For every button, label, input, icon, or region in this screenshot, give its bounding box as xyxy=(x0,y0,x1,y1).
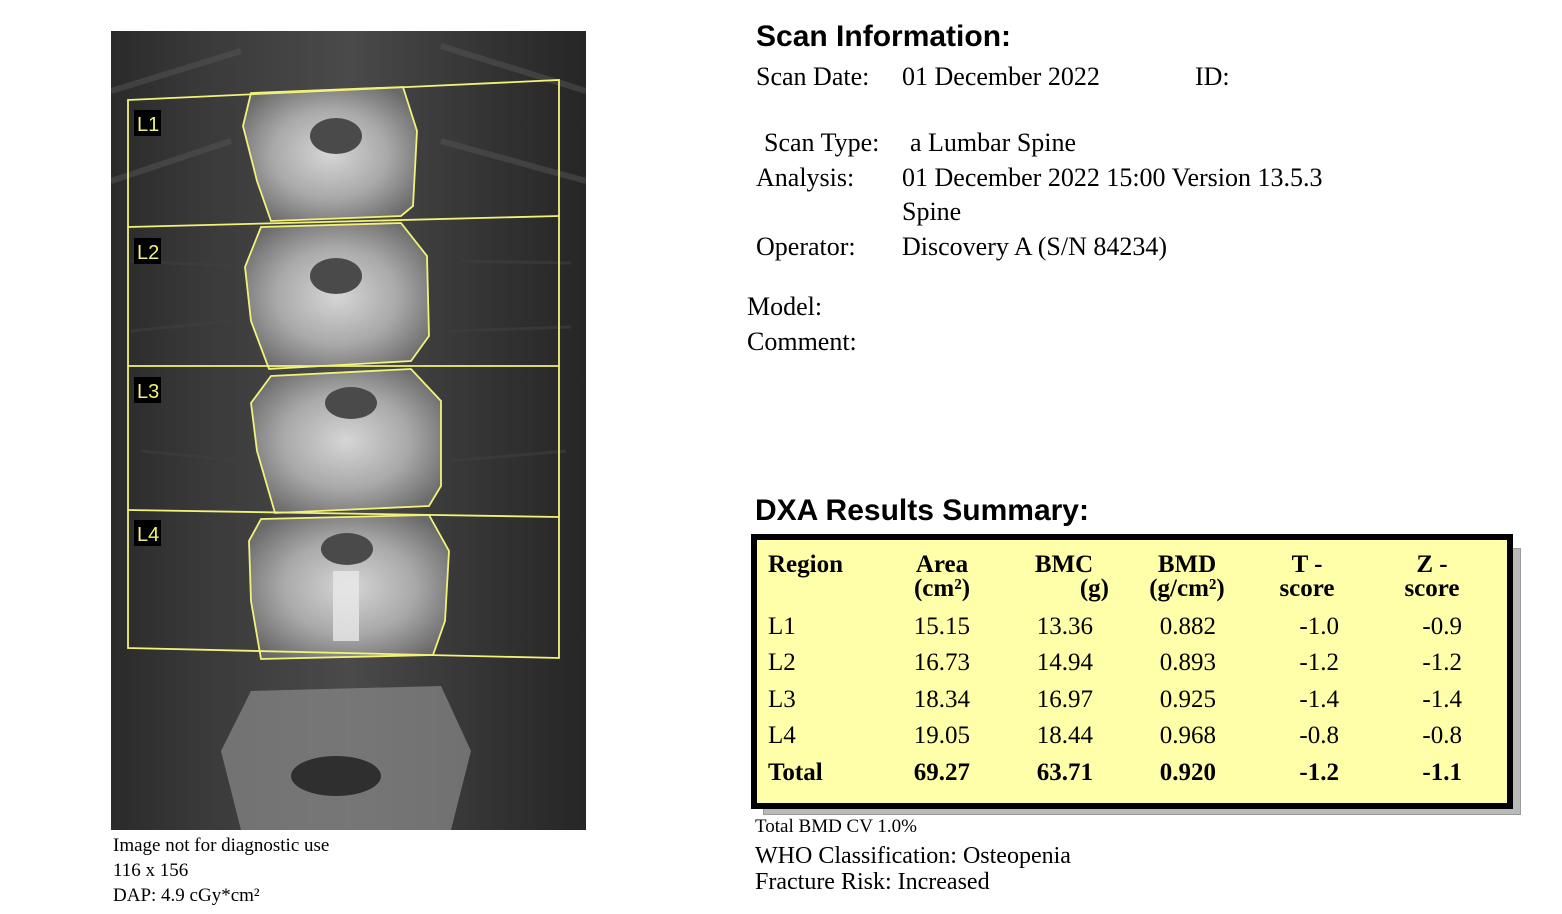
table-row-l3-bmd: 0.925 xyxy=(1159,686,1216,713)
table-row-l2-bmc: 14.94 xyxy=(1036,649,1093,676)
table-row-l3-area: 18.34 xyxy=(913,686,970,713)
header-bmd xyxy=(1127,553,1247,601)
header-t-score xyxy=(1262,553,1352,601)
header-bmd-line1: BMD xyxy=(1157,551,1217,578)
table-row-total-region: Total xyxy=(768,759,823,786)
table-row-total-t: -1.2 xyxy=(1299,759,1339,786)
caption-dimensions: 116 x 156 xyxy=(113,860,189,881)
table-row-l1-z: -0.9 xyxy=(1422,613,1462,640)
table-row-l3-region: L3 xyxy=(768,686,796,713)
header-area xyxy=(897,553,987,601)
header-z-score xyxy=(1387,553,1477,601)
scan-type-value: a Lumbar Spine xyxy=(910,128,1077,157)
table-row-l2-z: -1.2 xyxy=(1422,649,1462,676)
table-row-l3-t: -1.4 xyxy=(1299,686,1339,713)
header-t-line1: T - xyxy=(1291,551,1323,578)
table-row-total-bmc: 63.71 xyxy=(1036,759,1093,786)
label-l1: L1 xyxy=(137,114,160,136)
analysis-value-line2: Spine xyxy=(902,197,962,226)
table-row-l4-area: 19.05 xyxy=(913,722,970,749)
table-row-total-z: -1.1 xyxy=(1422,759,1462,786)
caption-diagnostic: Image not for diagnostic use xyxy=(113,835,330,856)
caption-dap: DAP: 4.9 cGy*cm² xyxy=(113,885,260,906)
dxa-spine-image xyxy=(111,31,586,830)
scan-info-heading: Scan Information: xyxy=(756,20,1012,53)
fracture-risk: Fracture Risk: Increased xyxy=(755,869,990,895)
label-l3: L3 xyxy=(137,381,160,403)
table-row-l2-t: -1.2 xyxy=(1299,649,1339,676)
table-row-total-bmd: 0.920 xyxy=(1159,759,1216,786)
results-heading: DXA Results Summary: xyxy=(755,494,1089,527)
header-bmc xyxy=(1019,553,1109,601)
table-row-l1-area: 15.15 xyxy=(913,613,970,640)
label-l2: L2 xyxy=(137,242,160,264)
header-z-line2: score xyxy=(1404,575,1460,602)
table-row-l1-bmc: 13.36 xyxy=(1036,613,1093,640)
header-bmd-line2: (g/cm²) xyxy=(1149,575,1225,602)
table-row-l4-t: -0.8 xyxy=(1299,722,1339,749)
header-z-line1: Z - xyxy=(1416,551,1448,578)
table-row-total-area: 69.27 xyxy=(913,759,970,786)
header-area-line1: Area xyxy=(915,551,969,578)
label-l4: L4 xyxy=(137,524,160,546)
image-captions xyxy=(113,833,329,908)
table-row-l2-area: 16.73 xyxy=(913,649,970,676)
header-bmc-line2: (g) xyxy=(1079,575,1109,602)
table-row-l4-bmd: 0.968 xyxy=(1159,722,1216,749)
results-table xyxy=(751,534,1513,809)
operator-value: Discovery A (S/N 84234) xyxy=(902,232,1168,261)
table-row-l3-bmc: 16.97 xyxy=(1036,686,1093,713)
table-row-l1-region: L1 xyxy=(768,613,796,640)
analysis-value: 01 December 2022 15:00 Version 13.5.3 xyxy=(902,163,1323,192)
table-row-l2-region: L2 xyxy=(768,649,796,676)
scan-type-label: Scan Type: xyxy=(764,128,880,157)
table-row-l2-bmd: 0.893 xyxy=(1159,649,1216,676)
table-row-l4-region: L4 xyxy=(768,722,796,749)
table-row-l1-t: -1.0 xyxy=(1299,613,1339,640)
who-classification: WHO Classification: Osteopenia xyxy=(755,843,1071,869)
header-area-line2: (cm²) xyxy=(913,575,971,602)
bmd-cv-note: Total BMD CV 1.0% xyxy=(755,816,917,837)
scan-date-label: Scan Date: xyxy=(756,62,870,91)
operator-label: Operator: xyxy=(756,232,856,261)
model-label: Model: xyxy=(747,292,823,321)
table-row-l4-bmc: 18.44 xyxy=(1036,722,1093,749)
id-label: ID: xyxy=(1195,62,1230,91)
header-t-line2: score xyxy=(1279,575,1335,602)
table-row-l3-z: -1.4 xyxy=(1422,686,1462,713)
header-bmc-line1: BMC xyxy=(1034,551,1094,578)
table-row-l1-bmd: 0.882 xyxy=(1159,613,1216,640)
analysis-label: Analysis: xyxy=(756,163,855,192)
comment-label: Comment: xyxy=(747,327,857,356)
header-region: Region xyxy=(768,551,843,578)
scan-date-value: 01 December 2022 xyxy=(902,62,1100,91)
table-row-l4-z: -0.8 xyxy=(1422,722,1462,749)
